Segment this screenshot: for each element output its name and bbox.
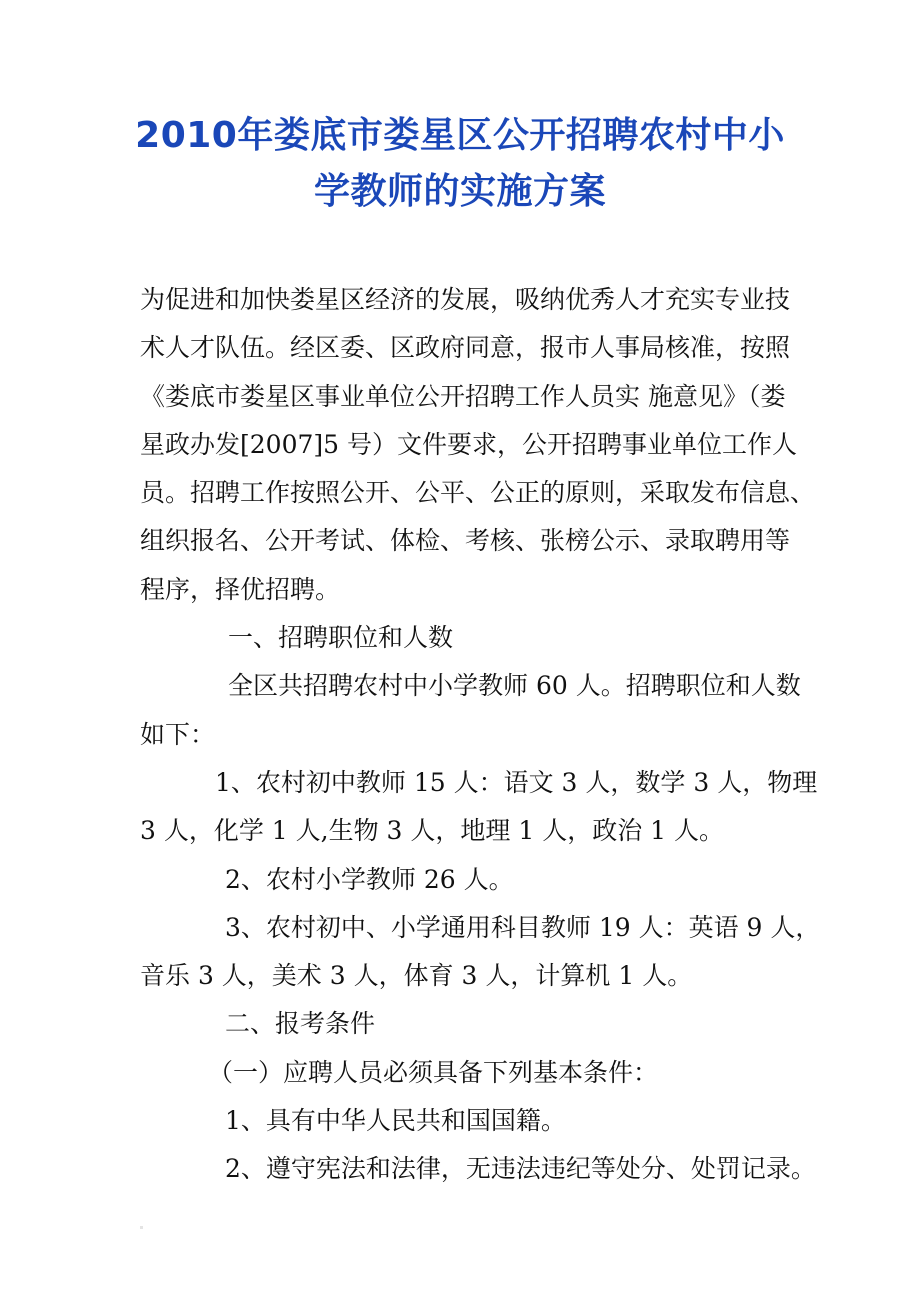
intro-line-3: 《娄底市娄星区事业单位公开招聘工作人员实 施意见》（娄 <box>140 381 786 411</box>
document-body <box>140 276 821 1194</box>
condition-1: 1、具有中华人民共和国国籍。 <box>225 1106 566 1136</box>
section1-para-line-2: 如下： <box>140 719 216 749</box>
intro-line-7: 程序，择优招聘。 <box>140 574 341 604</box>
item1-line-1: 1、农村初中教师 15 人：语文 3 人，数学 3 人，物理 <box>215 767 818 797</box>
section-heading-2: 二、报考条件 <box>225 1009 376 1039</box>
title-line-2: 学教师的实施方案 <box>313 171 606 212</box>
condition-2: 2、遵守宪法和法律，无违法违纪等处分、处罚记录。 <box>225 1154 816 1184</box>
intro-line-4: 星政办发[2007]5 号）文件要求，公开招聘事业单位工作人 <box>140 429 797 459</box>
title-line-1: 2010年娄底市娄星区公开招聘农村中小 <box>135 115 785 156</box>
section2-subheading: （一）应聘人员必须具备下列基本条件： <box>208 1057 659 1087</box>
item3-line-2: 音乐 3 人，美术 3 人，体育 3 人，计算机 1 人。 <box>140 961 693 991</box>
item2-line: 2、农村小学教师 26 人。 <box>225 864 514 894</box>
item3-line-1: 3、农村初中、小学通用科目教师 19 人：英语 9 人， <box>225 912 821 942</box>
section1-para-line-1: 全区共招聘农村中小学教师 60 人。招聘职位和人数 <box>228 671 801 701</box>
item1-line-2: 3 人，化学 1 人,生物 3 人，地理 1 人，政治 1 人。 <box>140 816 724 846</box>
page-mark <box>140 1226 143 1229</box>
intro-line-6: 组织报名、公开考试、体检、考核、张榜公示、录取聘用等 <box>140 526 791 556</box>
section-heading-1: 一、招聘职位和人数 <box>228 623 454 653</box>
intro-line-1: 为促进和加快娄星区经济的发展，吸纳优秀人才充实专业技 <box>140 285 791 314</box>
intro-line-2: 术人才队伍。经区委、区政府同意，报市人事局核准，按照 <box>140 333 791 363</box>
intro-line-5: 员。招聘工作按照公开、公平、公正的原则，采取发布信息、 <box>140 478 816 508</box>
document-title <box>100 108 820 220</box>
